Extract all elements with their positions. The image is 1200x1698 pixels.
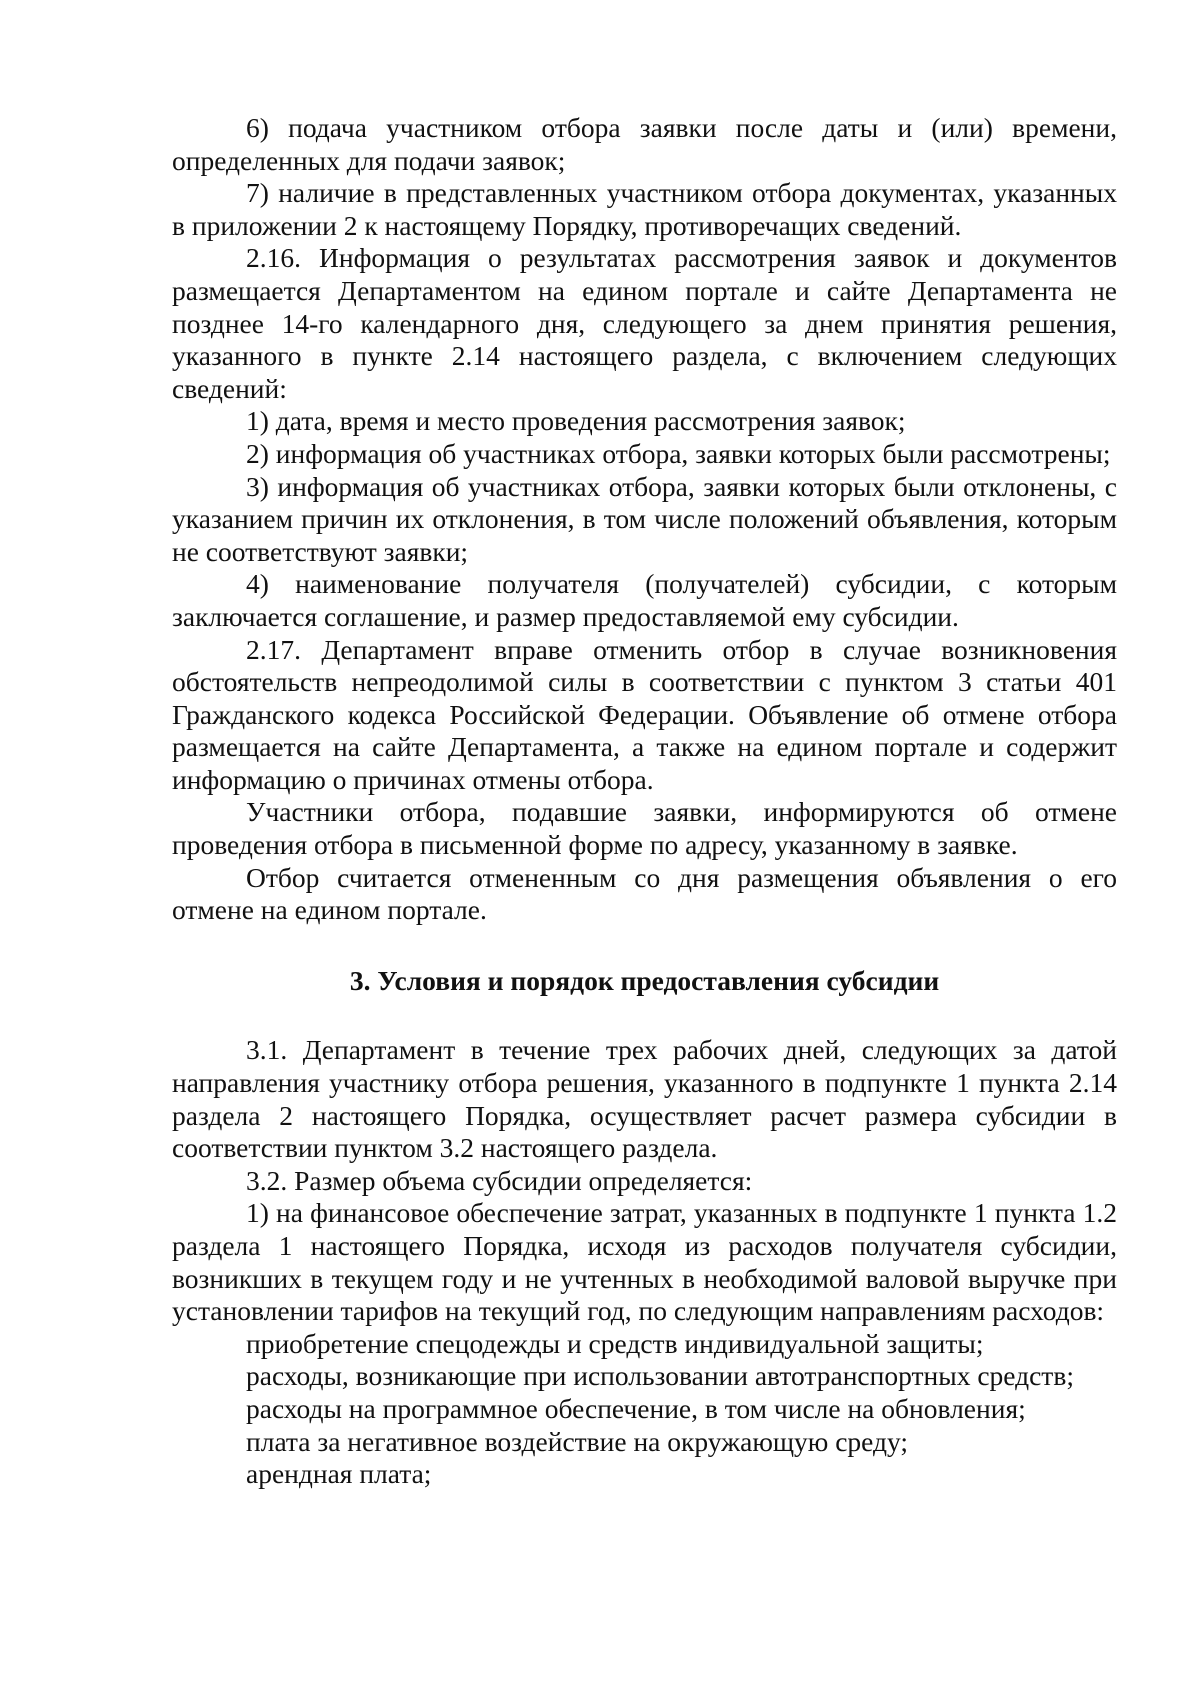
- paragraph-2-17: 2.17. Департамент вправе отменить отбор в случае возникновения обстоятельств непреодолимой силы в соответствии с пунктом 3 статьи 401 Гражданского кодекса Российской Федерации. Объявление об отмене отбора размещается на сайте Департамента, а также на едином портале и содержит информацию о причинах отмены отбора.: [172, 633, 1117, 795]
- paragraph-3-1: 3.1. Департамент в течение трех рабочих дней, следующих за датой направления участнику отбора решения, указанного в подпункте 1 пункта 2.14 раздела 2 настоящего Порядка, осуществляет расчет размера субсидии в соответствии пунктом 3.2 настоящего раздела.: [172, 1034, 1117, 1164]
- paragraph-3-2-item-1: 1) на финансовое обеспечение затрат, указанных в подпункте 1 пункта 1.2 раздела 1 настоящего Порядка, исходя из расходов получателя субсидии, возникших в текущем году и не учтенных в необходимой валовой выручке при установлении тарифов на текущий год, по следующим направлениям расходов:: [172, 1197, 1117, 1327]
- expense-item-environmental-fee: плата за негативное воздействие на окружающую среду;: [246, 1425, 909, 1457]
- expense-item-rent: арендная плата;: [246, 1458, 432, 1490]
- paragraph-item-7: 7) наличие в представленных участником отбора документах, указанных в приложении 2 к настоящему Порядку, противоречащих сведений.: [172, 177, 1117, 241]
- paragraph-2-16-item-1: 1) дата, время и место проведения рассмотрения заявок;: [246, 405, 906, 437]
- paragraph-2-16-item-2: 2) информация об участниках отбора, заявки которых были рассмотрены;: [246, 437, 1111, 469]
- paragraph-2-16-item-4: 4) наименование получателя (получателей) субсидии, с которым заключается соглашение, и размер предоставляемой ему субсидии.: [172, 568, 1117, 632]
- expense-item-protective-clothing: приобретение спецодежды и средств индивидуальной защиты;: [246, 1327, 984, 1359]
- paragraph-item-6: 6) подача участником отбора заявки после даты и (или) времени, определенных для подачи заявок;: [172, 112, 1117, 176]
- paragraph-selection-cancelled: Отбор считается отмененным со дня размещения объявления о его отмене на едином портале.: [172, 861, 1117, 926]
- paragraph-3-2: 3.2. Размер объема субсидии определяется:: [246, 1164, 753, 1196]
- expense-item-software: расходы на программное обеспечение, в том числе на обновления;: [246, 1392, 1026, 1424]
- document-page: [172, 112, 1117, 1491]
- section-heading: 3. Условия и порядок предоставления субсидии: [349, 964, 940, 996]
- paragraph-2-16: 2.16. Информация о результатах рассмотрения заявок и документов размещается Департаментом на едином портале и сайте Департамента не позднее 14-го календарного дня, следующего за днем принятия решения, указанного в пункте 2.14 настоящего раздела, с включением следующих сведений:: [172, 242, 1117, 404]
- paragraph-2-16-item-3: 3) информация об участниках отбора, заявки которых были отклонены, с указанием причин их отклонения, в том числе положений объявления, которым не соответствуют заявки;: [172, 470, 1117, 567]
- paragraph-participants-informed: Участники отбора, подавшие заявки, информируются об отмене проведения отбора в письменной форме по адресу, указанному в заявке.: [172, 796, 1117, 861]
- expense-item-vehicles: расходы, возникающие при использовании автотранспортных средств;: [246, 1360, 1074, 1392]
